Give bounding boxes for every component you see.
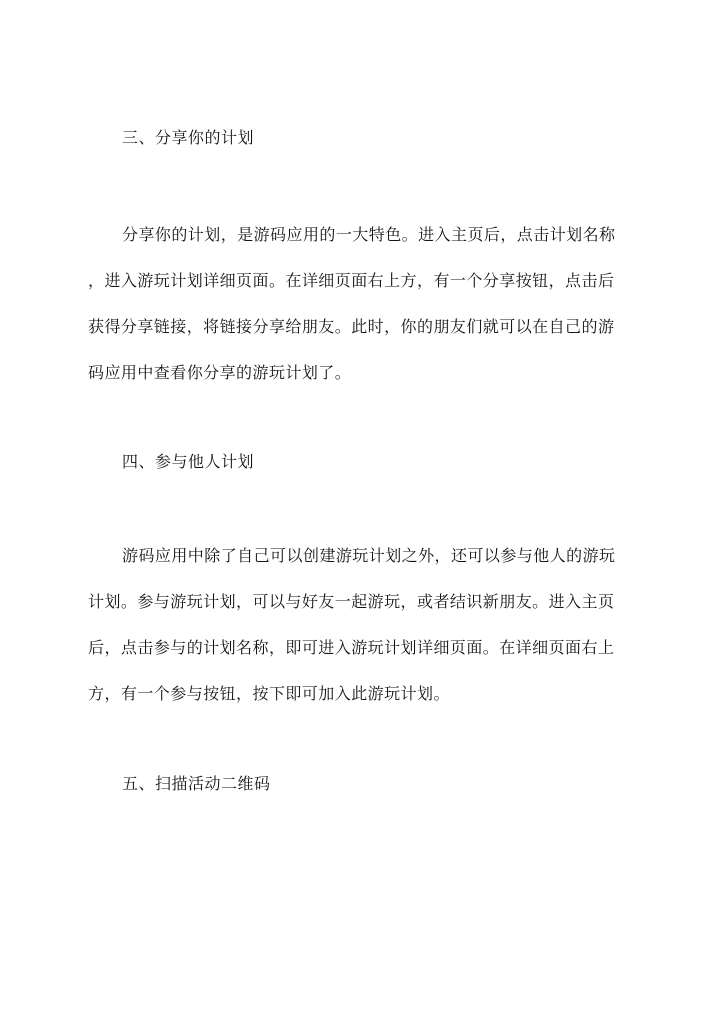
paragraph-line: 方，有一个参与按钮，按下即可加入此游玩计划。 <box>88 684 450 703</box>
paragraph-share-plan <box>88 225 636 409</box>
paragraph-line: 游码应用中除了自己可以创建游玩计划之外，还可以参与他人的游玩 <box>122 546 616 565</box>
paragraph-join-plan <box>88 546 636 730</box>
section-heading-share-plan: 三、分享你的计划 <box>122 128 255 147</box>
paragraph-line: 码应用中查看你分享的游玩计划了。 <box>88 363 352 382</box>
paragraph-line: ，进入游玩计划详细页面。在详细页面右上方，有一个分享按钮，点击后 <box>88 271 615 290</box>
paragraph-line: 计划。参与游玩计划，可以与好友一起游玩，或者结识新朋友。进入主页 <box>88 592 615 611</box>
paragraph-line: 后，点击参与的计划名称，即可进入游玩计划详细页面。在详细页面右上 <box>88 638 615 657</box>
section-heading-scan-qr: 五、扫描活动二维码 <box>122 774 271 793</box>
paragraph-line: 分享你的计划，是游码应用的一大特色。进入主页后，点击计划名称 <box>122 225 616 244</box>
paragraph-line: 获得分享链接，将链接分享给朋友。此时，你的朋友们就可以在自己的游 <box>88 317 615 336</box>
section-heading-join-plan: 四、参与他人计划 <box>122 452 255 471</box>
